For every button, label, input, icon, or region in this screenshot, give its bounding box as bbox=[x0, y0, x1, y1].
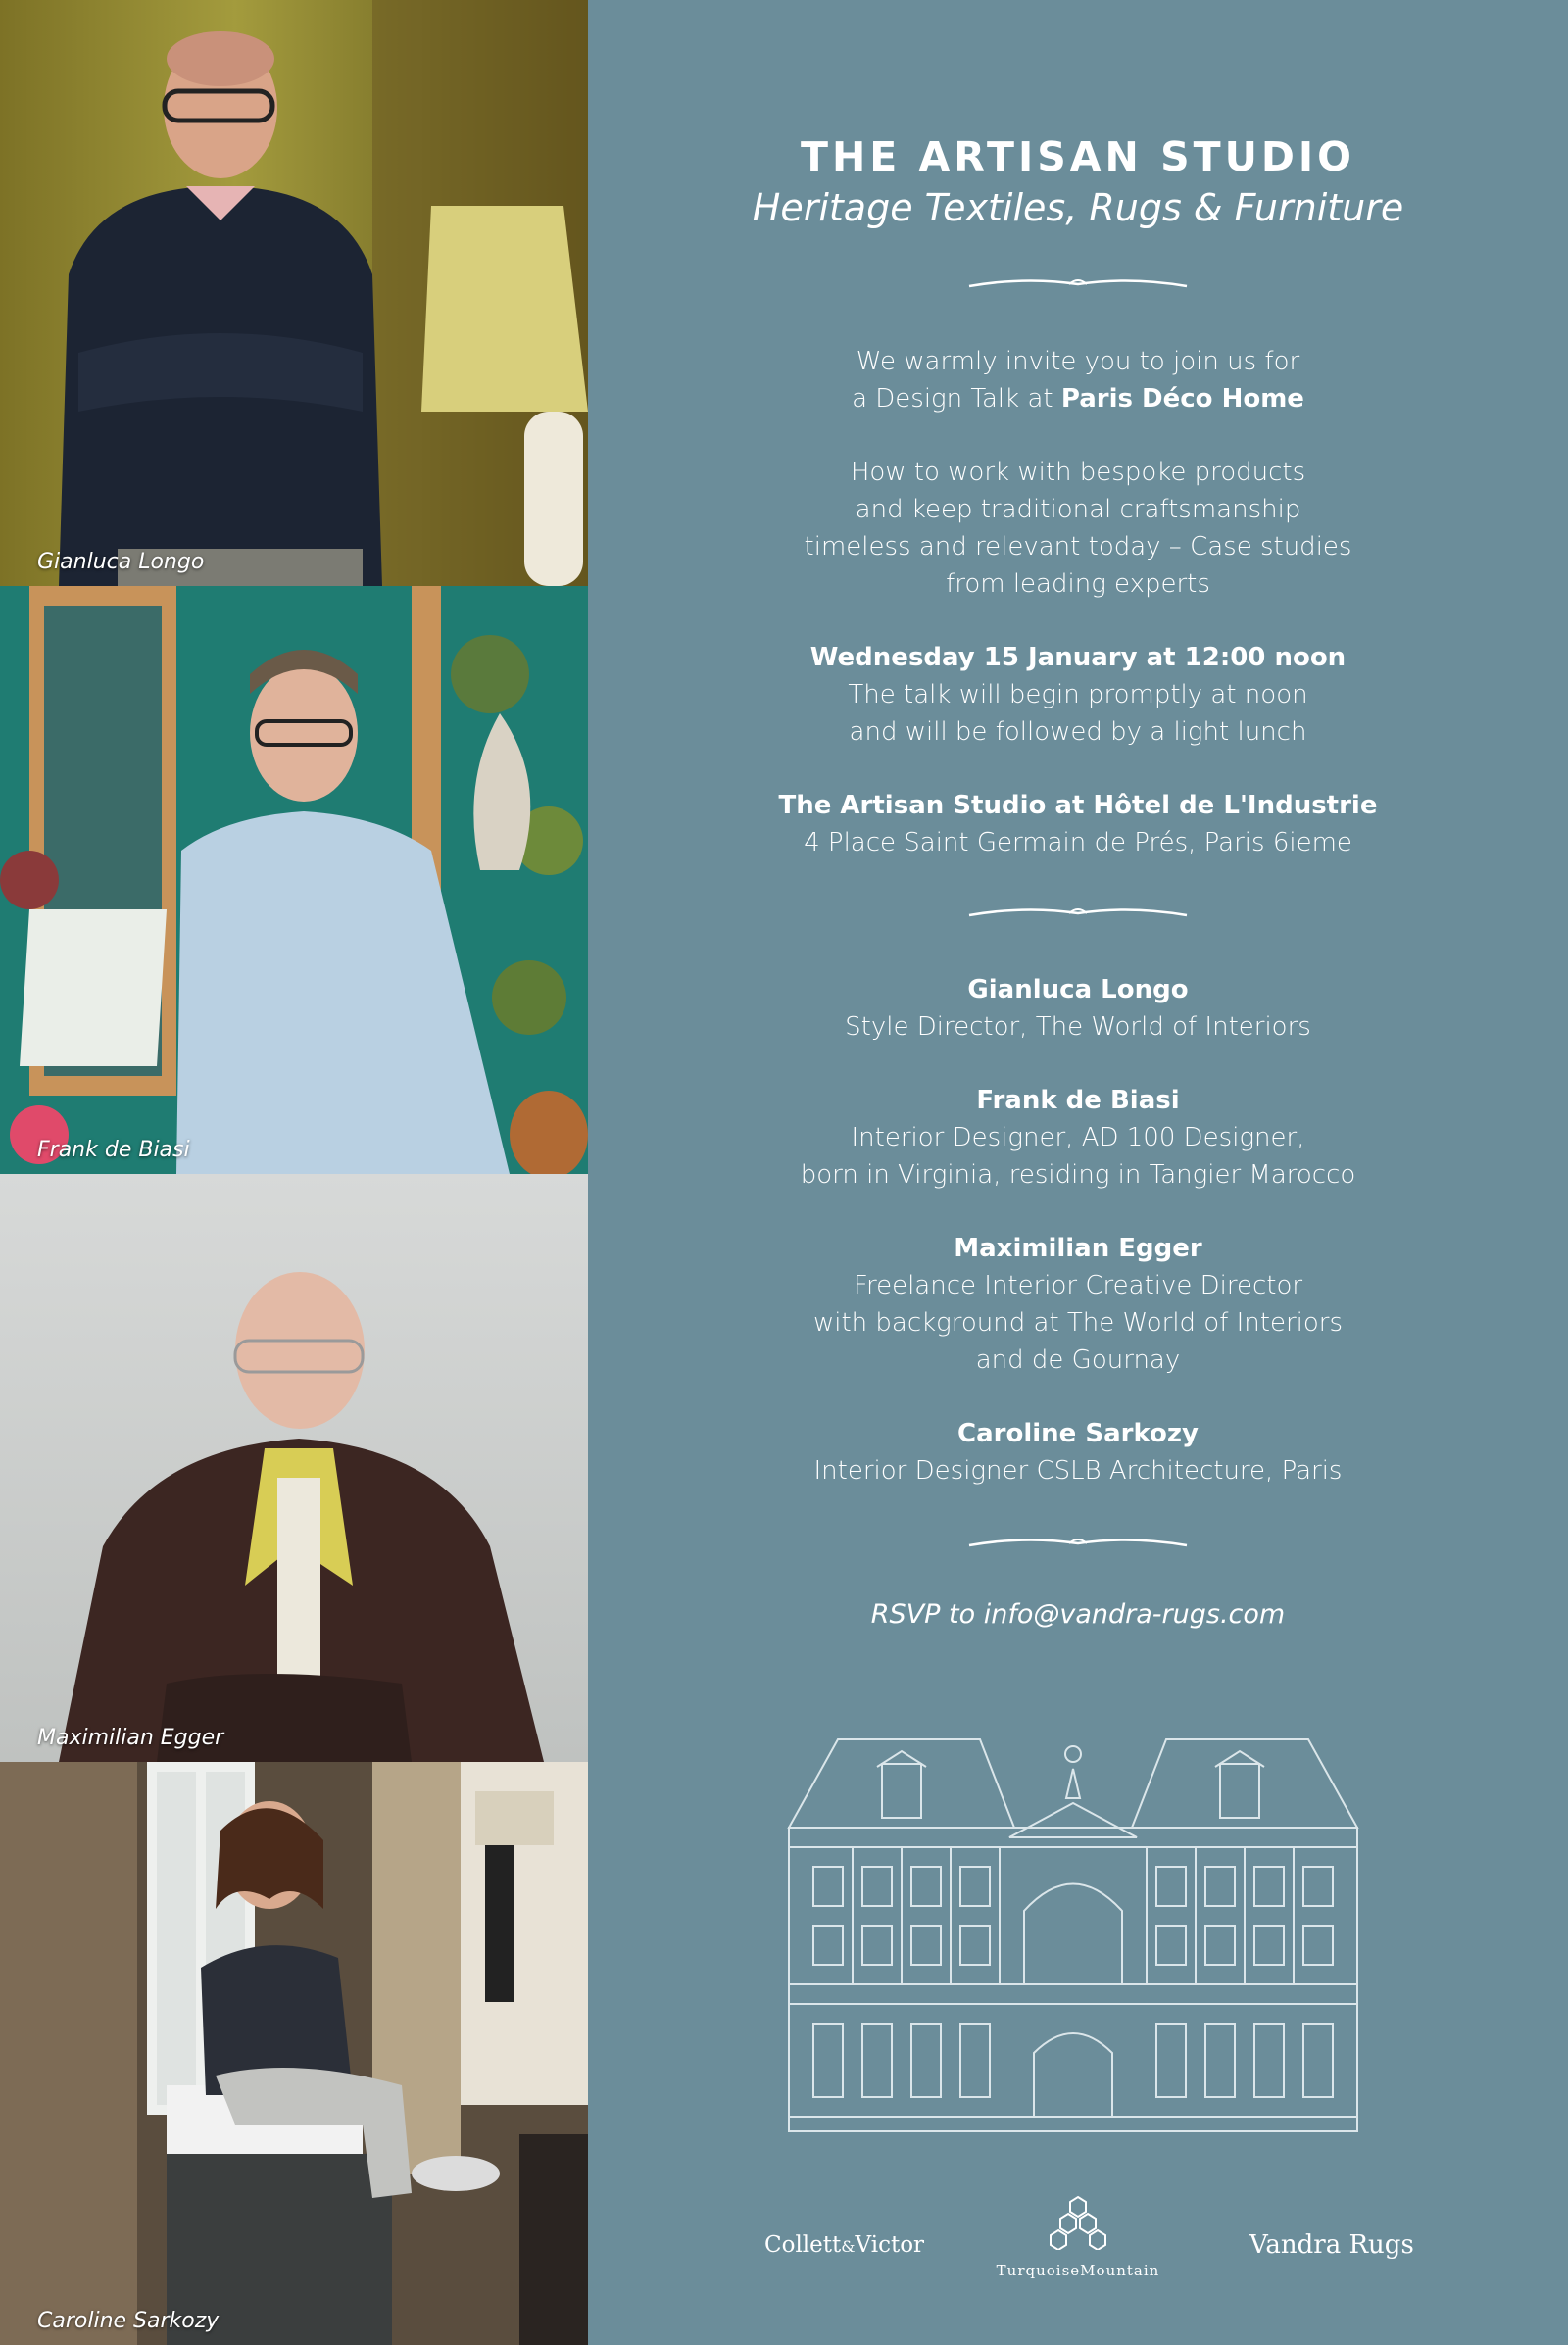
speaker-name: Maximilian Egger bbox=[954, 1234, 1202, 1263]
speaker-role: with background at The World of Interiors bbox=[812, 1308, 1344, 1338]
rsvp-link[interactable]: RSVP to info@vandra-rugs.com bbox=[870, 1599, 1286, 1630]
ornament-divider bbox=[967, 904, 1189, 923]
speaker-name: Gianluca Longo bbox=[967, 975, 1189, 1004]
event-date: Wednesday 15 January at 12:00 noon bbox=[809, 643, 1347, 672]
invite-line-prefix: a Design Talk at bbox=[852, 384, 1061, 414]
venue-text bbox=[588, 787, 1568, 861]
photo-gianluca-longo bbox=[0, 0, 588, 586]
invite-line: We warmly invite you to join us for bbox=[856, 347, 1300, 376]
portrait-image bbox=[0, 1762, 588, 2345]
photo-caption: Caroline Sarkozy bbox=[37, 2309, 220, 2333]
logo-text: Collett bbox=[764, 2232, 842, 2258]
speaker-name: Frank de Biasi bbox=[976, 1086, 1180, 1115]
schedule-line: The talk will begin promptly at noon bbox=[848, 680, 1308, 709]
speaker-name: Caroline Sarkozy bbox=[957, 1419, 1199, 1448]
logo-text: & bbox=[841, 2237, 856, 2256]
event-venue-name: Paris Déco Home bbox=[1060, 384, 1304, 414]
topic-line: and keep traditional craftsmanship bbox=[855, 495, 1301, 524]
venue-name: The Artisan Studio at Hôtel de L'Industrie bbox=[778, 791, 1378, 820]
page-subtitle: Heritage Textiles, Rugs & Furniture bbox=[752, 186, 1404, 229]
invite-line bbox=[588, 380, 1568, 417]
vandra-rugs-logo: Vandra Rugs bbox=[1250, 2230, 1414, 2260]
logo-text: Victor bbox=[855, 2232, 925, 2258]
speaker-maximilian-egger bbox=[588, 1230, 1568, 1379]
portrait-image bbox=[0, 0, 588, 586]
invitation-panel bbox=[588, 0, 1568, 2345]
speaker-caroline-sarkozy bbox=[588, 1415, 1568, 1490]
ornament-divider bbox=[967, 274, 1189, 294]
invite-text bbox=[588, 343, 1568, 417]
speaker-role: Interior Designer, AD 100 Designer, bbox=[851, 1123, 1305, 1152]
sponsor-logos bbox=[588, 2195, 1568, 2293]
speaker-role: born in Virginia, residing in Tangier Marocco bbox=[800, 1160, 1356, 1190]
portrait-image bbox=[0, 586, 588, 1174]
photo-caption: Maximilian Egger bbox=[37, 1726, 224, 1750]
schedule-text bbox=[588, 639, 1568, 751]
collett-victor-logo bbox=[764, 2232, 924, 2258]
photo-caption: Gianluca Longo bbox=[37, 550, 205, 574]
topic-text bbox=[588, 454, 1568, 603]
photo-frank-de-biasi bbox=[0, 586, 588, 1174]
schedule-line: and will be followed by a light lunch bbox=[849, 717, 1307, 747]
topic-line: from leading experts bbox=[946, 569, 1210, 599]
speaker-role: Freelance Interior Creative Director bbox=[853, 1271, 1303, 1300]
photo-caption: Frank de Biasi bbox=[37, 1138, 190, 1162]
portrait-image bbox=[0, 1174, 588, 1762]
photo-caroline-sarkozy bbox=[0, 1762, 588, 2345]
venue-address: 4 Place Saint Germain de Prés, Paris 6ieme bbox=[804, 828, 1352, 857]
turquoise-mountain-logo bbox=[980, 2195, 1176, 2293]
page-title: THE ARTISAN STUDIO bbox=[800, 133, 1356, 180]
speaker-frank-de-biasi bbox=[588, 1082, 1568, 1194]
topic-line: How to work with bespoke products bbox=[850, 458, 1306, 487]
topic-line: timeless and relevant today – Case studies bbox=[804, 532, 1352, 562]
photo-maximilian-egger bbox=[0, 1174, 588, 1762]
ornament-divider bbox=[967, 1534, 1189, 1553]
hexagon-icon bbox=[1049, 2195, 1107, 2250]
photo-column bbox=[0, 0, 588, 2345]
speaker-role: and de Gournay bbox=[975, 1345, 1181, 1375]
speaker-role: Style Director, The World of Interiors bbox=[845, 1012, 1311, 1042]
speaker-role: Interior Designer CSLB Architecture, Paris bbox=[813, 1456, 1343, 1486]
speaker-gianluca-longo bbox=[588, 971, 1568, 1046]
logo-text: TurquoiseMountain bbox=[996, 2262, 1160, 2279]
building-illustration bbox=[784, 1730, 1362, 2141]
